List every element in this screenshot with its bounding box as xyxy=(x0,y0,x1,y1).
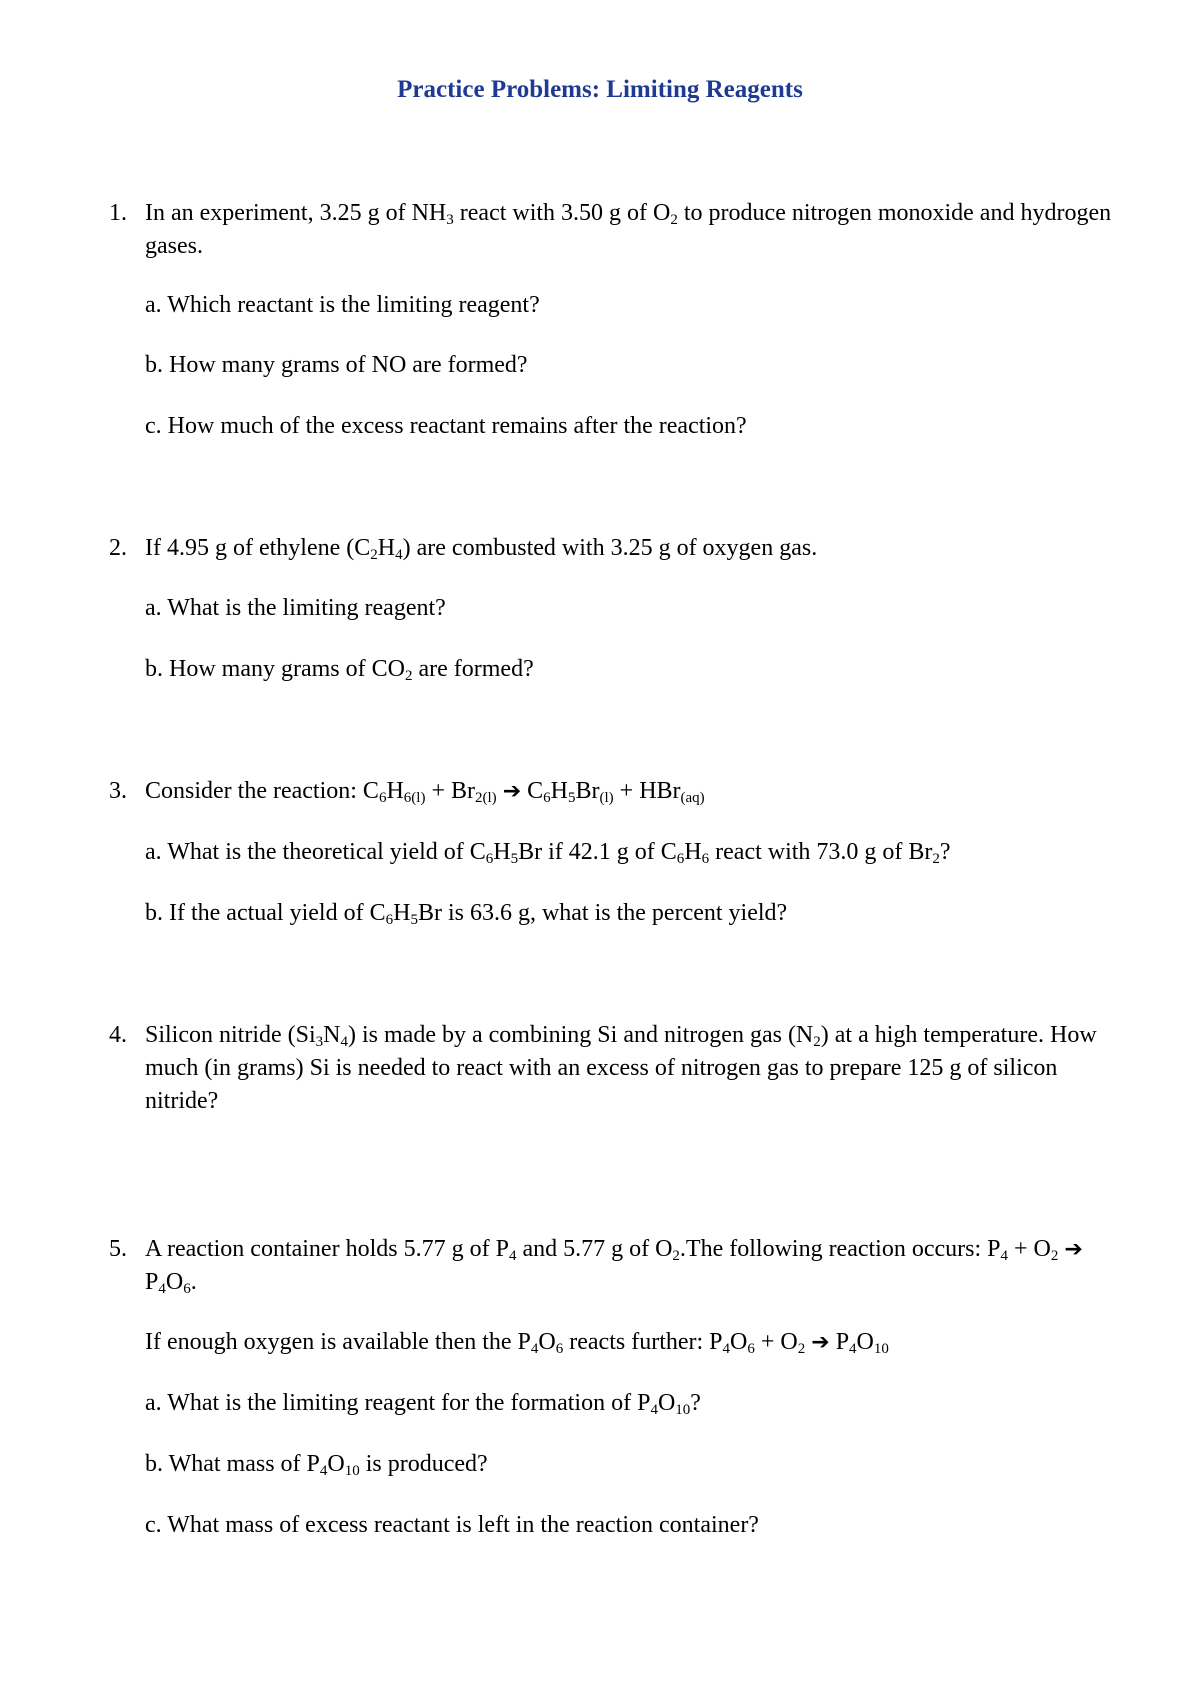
page-title: Practice Problems: Limiting Reagents xyxy=(397,76,803,103)
arrow-icon: ➔ xyxy=(1064,1237,1083,1262)
question-number: 3. xyxy=(109,778,127,804)
arrow-icon: ➔ xyxy=(502,779,522,804)
subquestion-a: a. What is the limiting reagent? xyxy=(145,595,446,621)
subquestion-a: a. What is the limiting reagent for the formation of $P_4O_{10}$? xyxy=(145,1390,701,1418)
subquestion-b: b. If the actual yield of $C_6H_5Br$ is 63.6 g, what is the percent yield? xyxy=(145,900,788,928)
question-number: 5. xyxy=(109,1236,127,1262)
subquestion-b: b. How many grams of NO are formed? xyxy=(145,352,528,378)
question-number: 1. xyxy=(109,200,127,226)
subquestion-b: b. What mass of $P_4O_{10}$ is produced? xyxy=(145,1451,488,1479)
question-stem: If 4.95 g of ethylene $(C_2H_4)$ are combusted with 3.25 g of oxygen gas. xyxy=(145,535,818,563)
question-number: 2. xyxy=(109,535,127,561)
question-stem: In an experiment, 3.25 g of $NH_3$ react with 3.50 g of $O_2$ to produce nitrogen monoxide and hydrogen gases. xyxy=(145,200,1112,259)
subquestion-c: c. How much of the excess reactant remains after the reaction? xyxy=(145,413,747,439)
subquestion-b: b. How many grams of $CO_2$ are formed? xyxy=(145,656,534,684)
subquestion-a: a. What is the theoretical yield of $C_6H_5Br$ if 42.1 g of $C_6H_6$ react with 73.0 g of $Br_2$? xyxy=(145,839,951,867)
reaction-equation: Consider the reaction: $C_6H_{6(l)} + Br_{2(l)}$ ➔ $C_6H_5Br_{(l)} + HBr_{(aq)}$ xyxy=(145,778,705,806)
further-reaction: If enough oxygen is available then the $P_4O_6$ reacts further: $P_4O_6 + O_2$ ➔ $P_4O_{10}$ xyxy=(145,1329,889,1357)
question-stem: A reaction container holds 5.77 g of $P_4$ and 5.77 g of $O_2.The$ following reaction occurs: $P_4 + O_2$ ➔ $P_4O_6$. xyxy=(145,1236,1083,1297)
subquestion-c: c. What mass of excess reactant is left in the reaction container? xyxy=(145,1512,759,1538)
arrow-icon: ➔ xyxy=(811,1330,830,1355)
subquestion-a: a. Which reactant is the limiting reagent? xyxy=(145,292,540,318)
question-number: 4. xyxy=(109,1022,127,1048)
question-stem: Silicon nitride $(Si_3N_4)$ is made by a combining Si and nitrogen gas $(N_2)$ at a high temperature. How much (in grams) Si is needed to react with an excess of nitrogen gas to prepare 125 g of silicon nitride? xyxy=(145,1022,1097,1114)
